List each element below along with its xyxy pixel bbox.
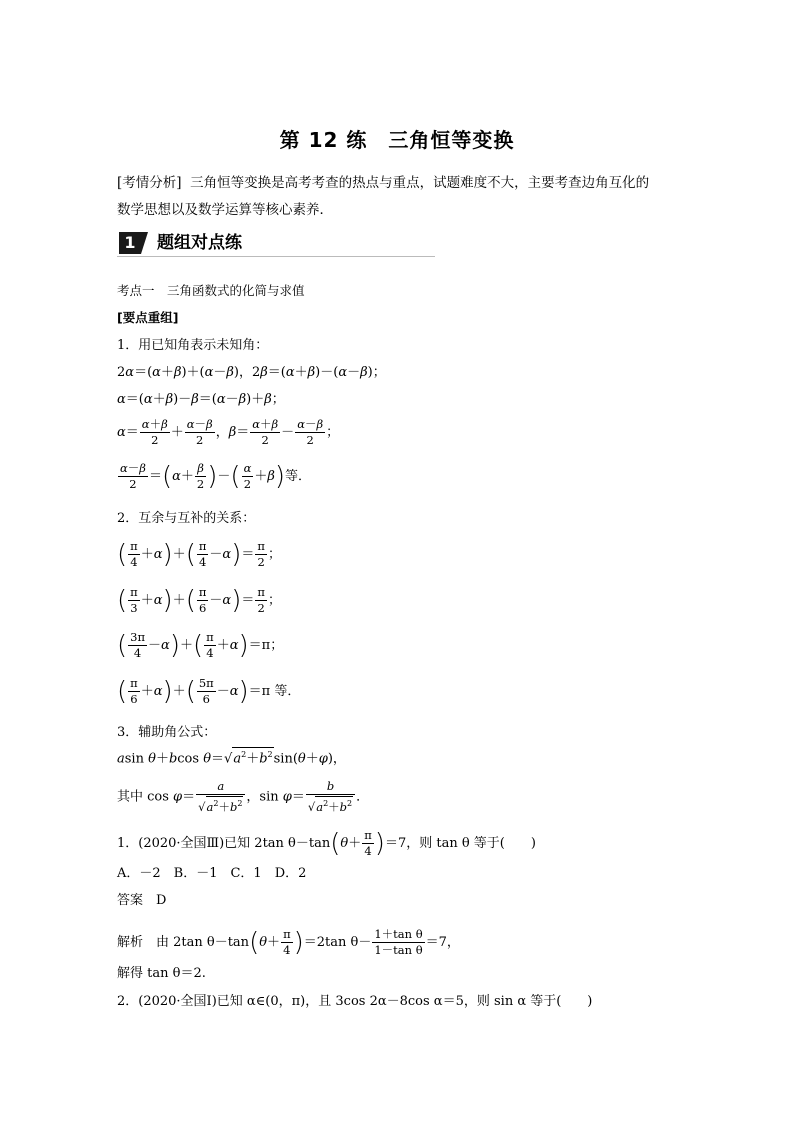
formula-line-8: ( $\frac{\pi}{6}$ ＋α)＋( $\frac{5\pi}{6}$ －α)＝π 等． <box>117 676 301 707</box>
formula-line-3: α＝ $\frac{\alpha+\beta}{2}$ ＋ $\frac{\alpha-\beta}{2}$ ，β＝ $\frac{\alpha+\beta}{2}$ － $\frac{\alpha-\beta}{2}$ ； <box>117 417 340 447</box>
formula-line-6: ( $\frac{\pi}{3}$ ＋α)＋( $\frac{\pi}{6}$ －α)＝ $\frac{\pi}{2}$ ； <box>117 585 281 616</box>
analysis-label: [考情分析] <box>117 175 182 191</box>
formula-line-7: ( $\frac{3\pi}{4}$ －α)＋( $\frac{\pi}{4}$ ＋α)＝π； <box>117 630 284 661</box>
section-badge: 1 <box>119 232 141 254</box>
page-title: 第 12 练 三角恒等变换 <box>279 128 515 152</box>
formula-line-5: ( $\frac{\pi}{4}$ ＋α)＋( $\frac{\pi}{4}$ －α)＝ $\frac{\pi}{2}$ ； <box>117 539 281 570</box>
analysis-text-2: 数学思想以及数学运算等核心素养． <box>117 202 333 218</box>
point-3-heading: 3．辅助角公式： <box>117 725 217 740</box>
question-1-solution: 解析 由 2tan θ－tan(θ＋ $\frac{\pi}{4}$ )＝2tan θ－ $\frac{\text{1＋tan θ}}{\text{1－tan θ}}$ ＝7， <box>117 927 460 958</box>
question-1-result: 解得 tan θ＝2. <box>117 966 206 981</box>
question-2-stem: 2．(2020·全国Ⅰ)已知 α∈(0，π)，且 3cos 2α－8cos α＝5，则 sin α 等于( ) <box>117 994 593 1009</box>
question-1-answer: 答案 D <box>117 893 167 908</box>
kaodian-heading: 考点一 三角函数式的化简与求值 <box>117 283 305 298</box>
point-2-heading: 2．互余与互补的关系： <box>117 511 256 526</box>
section-header <box>117 230 435 257</box>
question-1-stem: 1．(2020·全国Ⅲ)已知 2tan θ－tan(θ＋ $\frac{\pi}{4}$ )＝7，则 tan θ 等于( ) <box>117 828 536 859</box>
question-1-options: A．－2 B．－1 C．1 D．2 <box>117 866 307 881</box>
formula-line-9: asin θ＋bcos $\theta=√a^2+b^2\sin(\theta+\varphi)$， <box>117 747 346 767</box>
formula-line-1: 2α＝(α＋β)＋(α－β)，2β＝(α＋β)－(α－β)； <box>117 365 386 380</box>
yaodian-heading: [要点重组] <box>117 310 179 325</box>
formula-line-2: α＝(α＋β)－β＝(α－β)＋β； <box>117 392 285 407</box>
analysis-paragraph <box>117 170 687 224</box>
analysis-text-1: 三角恒等变换是高考考查的热点与重点，试题难度不大，主要考查边角互化的 <box>190 175 650 191</box>
formula-line-10: 其中 cos φ＝ $\frac{a}{√a^2+b^2}$ ，sin φ＝ $\frac{b}{√a^2+b^2}$ ． <box>117 779 370 814</box>
section-title: 题组对点练 <box>157 233 242 253</box>
formula-line-4: $\frac{\alpha-\beta}{2}$ ＝(α＋ $\frac{\beta}{2}$ )－( $\frac{\alpha}{2}$ ＋β)等． <box>120 461 312 492</box>
point-1-heading: 1．用已知角表示未知角： <box>117 338 269 353</box>
